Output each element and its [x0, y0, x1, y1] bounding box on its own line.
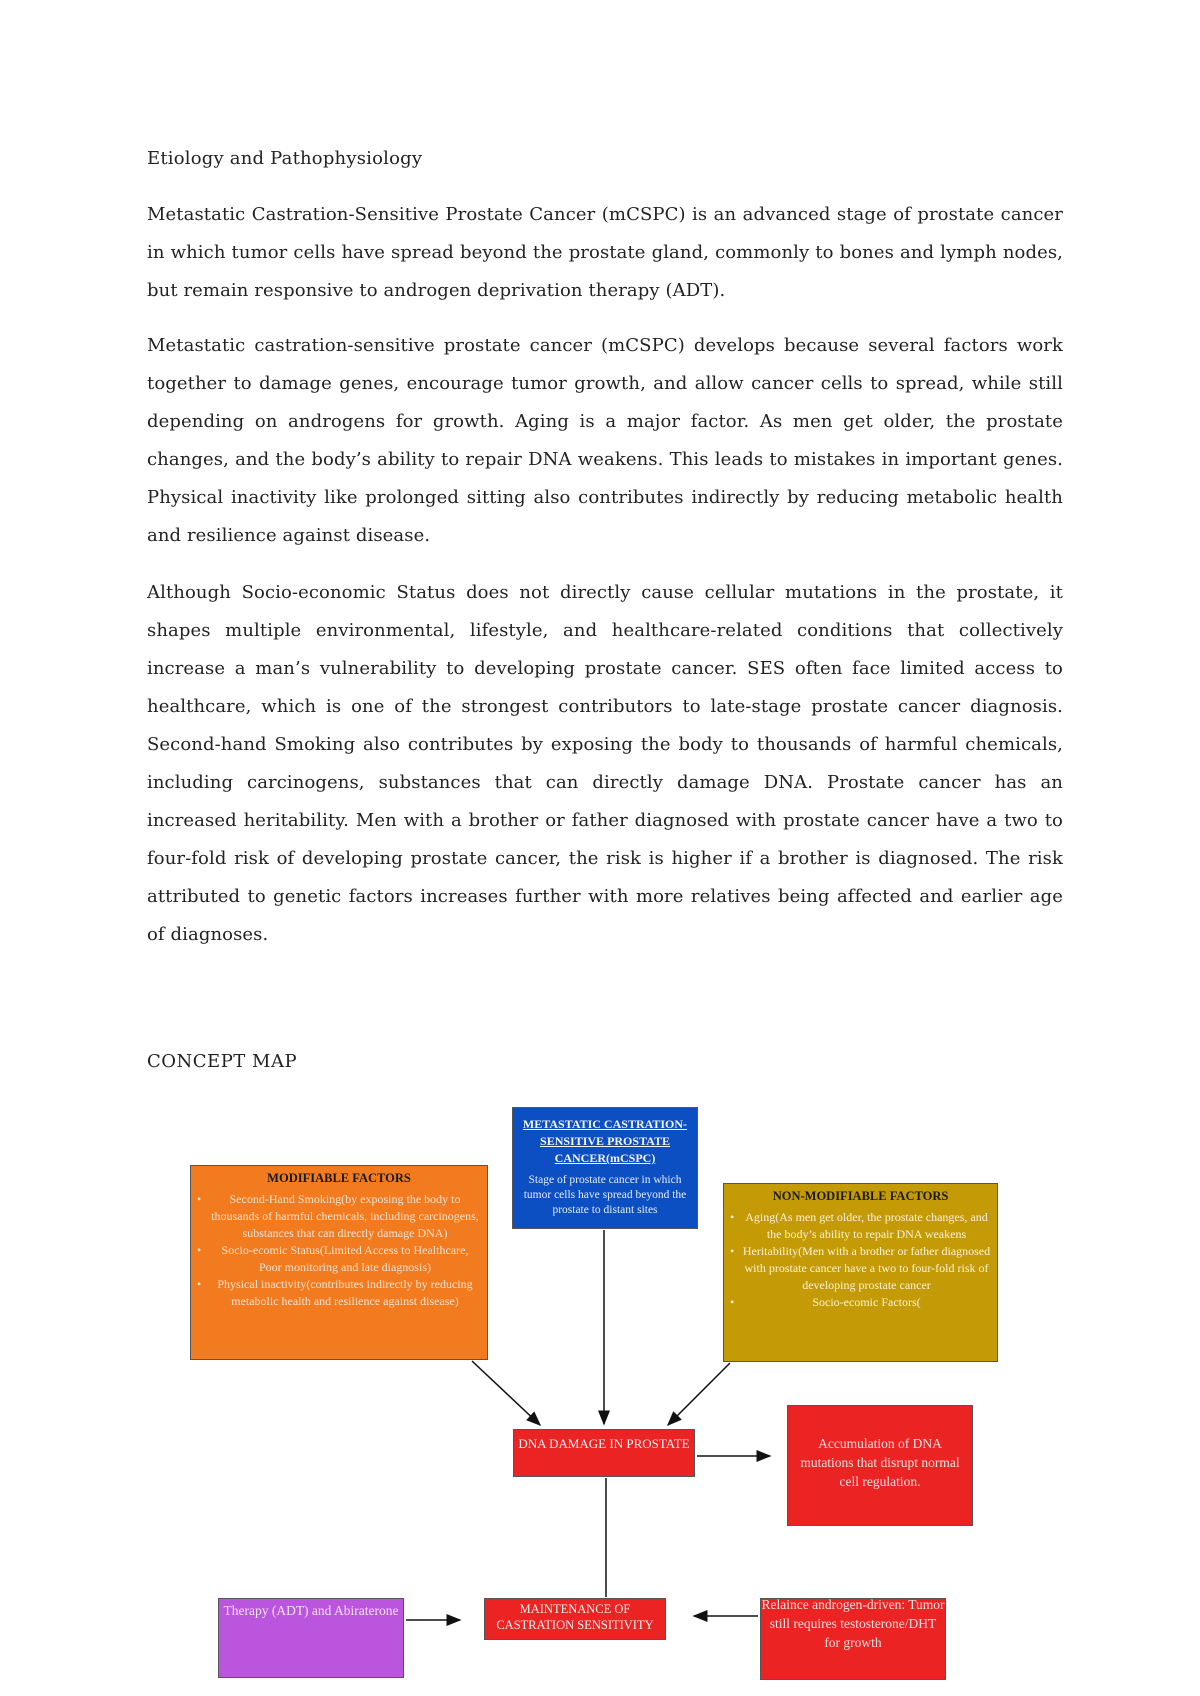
non-modifiable-factor-item: • Heritability(Men with a brother or father diagnosed with prostate cancer have a two to four-fold risk of developing prostate cancer: [742, 1243, 991, 1294]
mcspc-description: Stage of prostate cancer in which tumor cells have spread beyond the prostate to distant sites: [523, 1174, 687, 1216]
androgen-reliance-text: Relaince androgen-driven: Tumor still requires testosterone/DHT for growth: [761, 1598, 945, 1650]
paragraph-definition: Metastatic Castration-Sensitive Prostate Cancer (mCSPC) is an advanced stage of prostate cancer in which tumor cells have spread beyond the prostate gland, commonly to bones and lymph nodes, but remain responsive to androgen deprivation therapy (ADT).: [147, 204, 1063, 301]
mcspc-box: [512, 1107, 698, 1229]
maintenance-title: MAINTENANCE OF CASTRATION SENSITIVITY: [496, 1602, 654, 1632]
modifiable-factors-list: [191, 1191, 487, 1310]
maintenance-box: [484, 1598, 666, 1640]
modifiable-factor-item: • Second-Hand Smoking(by exposing the body to thousands of harmful chemicals, including carcinogens, substances that can directly damage DNA): [209, 1191, 481, 1242]
modifiable-factor-item: • Physical inactivity(contributes indirectly by reducing metabolic health and resilience against disease): [209, 1276, 481, 1310]
paragraph-risk-factors: Although Socio-economic Status does not directly cause cellular mutations in the prostate, it shapes multiple environmental, lifestyle, and healthcare-related conditions that collectively increase a man’s vulnerability to developing prostate cancer. SES often face limited access to healthcare, which is one of the strongest contributors to late-stage prostate cancer diagnosis. Second-hand Smoking also contributes by exposing the body to thousands of harmful chemicals, including carcinogens, substances that can directly damage DNA. Prostate cancer has an increased heritability. Men with a brother or father diagnosed with prostate cancer have a two to four-fold risk of developing prostate cancer, the risk is higher if a brother is diagnosed. The risk attributed to genetic factors increases further with more relatives being affected and earlier age of diagnoses.: [147, 582, 1063, 945]
non-modifiable-factor-item: • Socio-ecomic Factors(: [742, 1294, 991, 1311]
section-heading: Etiology and Pathophysiology: [147, 148, 423, 169]
non-modifiable-factors-title: NON-MODIFIABLE FACTORS: [772, 1189, 949, 1203]
dna-damage-box: [513, 1429, 695, 1477]
mcspc-title: METASTATIC CASTRATION-SENSITIVE PROSTATE CANCER(mCSPC): [522, 1117, 688, 1165]
modifiable-factors-box: [190, 1165, 488, 1360]
modifiable-factors-title: MODIFIABLE FACTORS: [267, 1171, 411, 1185]
concept-map-title: CONCEPT MAP: [147, 1051, 298, 1072]
paragraph-development: Metastatic castration-sensitive prostate cancer (mCSPC) develops because several factors work together to damage genes, encourage tumor growth, and allow cancer cells to spread, while still depending on androgens for growth. Aging is a major factor. As men get older, the prostate changes, and the body’s ability to repair DNA weakens. This leads to mistakes in important genes. Physical inactivity like prolonged sitting also contributes indirectly by reducing metabolic health and resilience against disease.: [147, 335, 1063, 546]
non-modifiable-factors-list: [724, 1209, 997, 1311]
therapy-text: Therapy (ADT) and Abiraterone: [223, 1603, 399, 1618]
dna-damage-title: DNA DAMAGE IN PROSTATE: [518, 1436, 690, 1451]
dna-accumulation-text: Accumulation of DNA mutations that disrupt normal cell regulation.: [800, 1436, 960, 1489]
androgen-reliance-box: [760, 1598, 946, 1680]
non-modifiable-factor-item: • Aging(As men get older, the prostate changes, and the body’s ability to repair DNA weakens: [742, 1209, 991, 1243]
arrow-modifiable-to-dna: [472, 1361, 540, 1425]
therapy-box: [218, 1598, 404, 1678]
non-modifiable-factors-box: [723, 1183, 998, 1362]
dna-accumulation-box: [787, 1405, 973, 1526]
modifiable-factor-item: • Socio-ecomic Status(Limited Access to Healthcare, Poor monitoring and late diagnosis): [209, 1242, 481, 1276]
arrow-nonmod-to-dna: [668, 1363, 730, 1425]
